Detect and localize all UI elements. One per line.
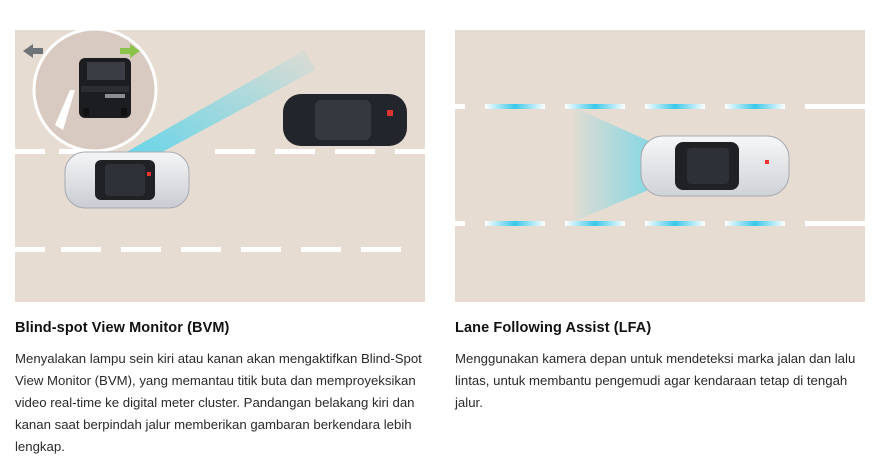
feature-card-lfa — [455, 30, 865, 414]
blindspot-car-dark — [283, 94, 407, 146]
lfa-ego-car — [641, 136, 789, 196]
bvm-diagram — [15, 30, 425, 302]
rear-view-inset — [34, 30, 156, 151]
lfa-diagram — [455, 30, 865, 302]
left-signal-arrow-icon — [23, 44, 43, 58]
bvm-illustration — [15, 30, 425, 302]
lfa-title: Lane Following Assist (LFA) — [455, 320, 652, 336]
bvm-title: Blind-spot View Monitor (BVM) — [15, 320, 230, 336]
lfa-description: Menggunakan kamera depan untuk mendeteksi marka jalan dan lalu lintas, untuk membantu pengemudi agar kendaraan tetap di tengah jalur. — [455, 351, 856, 410]
feature-card-bvm — [15, 30, 425, 458]
lfa-illustration — [455, 30, 865, 302]
bvm-description: Menyalakan lampu sein kiri atau kanan akan mengaktifkan Blind-Spot View Monitor (BVM), yang memantau titik buta dan memproyeksikan video real-time ke digital meter cluster. Pandangan belakang kiri dan kanan saat berpindah jalur memberikan gambaran berkendara lebih lengkap. — [15, 351, 422, 454]
ego-car-white — [65, 152, 189, 208]
